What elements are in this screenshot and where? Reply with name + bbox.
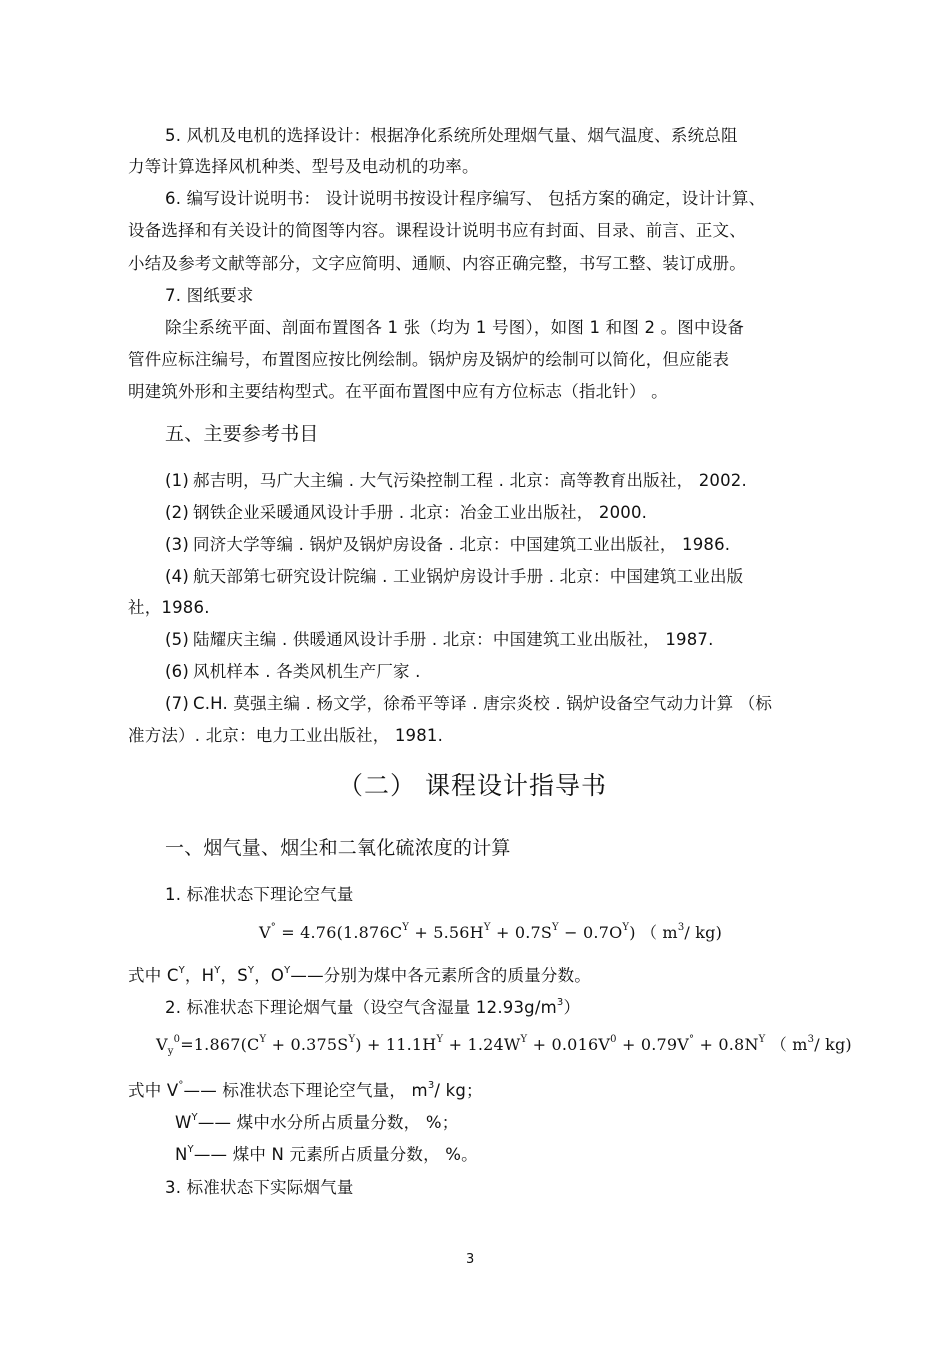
section-heading: 一、烟气量、烟尘和二氧化硫浓度的计算 <box>165 837 511 859</box>
text-line: 管件应标注编号，布置图应按比例绘制。锅炉房及锅炉的绘制可以简化，但应能表 <box>128 350 730 369</box>
text-line: 6. 编写设计说明书： 设计说明书按设计程序编写、 包括方案的确定，设计计算、 <box>165 189 766 208</box>
reference-number: (4) <box>165 567 189 586</box>
formula-sup: ° <box>270 922 276 933</box>
reference-text: 钢铁企业采暖通风设计手册 . 北京：冶金工业出版社， 2000. <box>193 503 648 522</box>
formula-theoretical-flue-gas <box>156 1034 852 1056</box>
formula-term: + 0.375S <box>266 1035 349 1054</box>
page-number: 3 <box>466 1252 475 1267</box>
formula-sup: 3 <box>807 1034 815 1045</box>
formula-sup: 3 <box>427 1080 435 1091</box>
reference-number: (2) <box>165 503 189 522</box>
formula-note <box>175 1112 458 1134</box>
note-text: 式中 V <box>128 1081 179 1100</box>
formula-sup: Y <box>436 1034 444 1045</box>
formula-term: + 0.8N <box>694 1035 759 1054</box>
formula-sup: Y <box>402 922 410 933</box>
reference-text: 风机样本 . 各类风机生产厂家 . <box>193 662 421 681</box>
formula-sup: 3 <box>677 922 685 933</box>
reference-text: C.H. 莫强主编 . 杨文学，徐希平等译 . 唐宗炎校 . 锅炉设备空气动力计算 （标 <box>193 694 773 713</box>
formula-note <box>128 1080 483 1102</box>
formula-sup: Y <box>622 922 630 933</box>
text-line: 7. 图纸要求 <box>165 286 254 305</box>
formula-term: / kg) <box>814 1035 852 1054</box>
note-text: —— 煤中 N 元素所占质量分数， %。 <box>193 1145 478 1164</box>
reference-number: (7) <box>165 694 189 713</box>
formula-sup: ° <box>689 1034 695 1045</box>
formula-sup: Y <box>178 965 185 976</box>
formula-sup: Y <box>348 1034 356 1045</box>
formula-term: + 5.56H <box>409 923 484 942</box>
formula-term: / kg) <box>684 923 723 942</box>
formula-term: ) （ m <box>629 923 678 942</box>
formula-sup: Y <box>552 922 559 933</box>
text-line: 力等计算选择风机种类、型号及电动机的功率。 <box>128 157 479 176</box>
item-text: 2. 标准状态下理论烟气量（设空气含湿量 12.93g/m <box>165 998 557 1017</box>
reference-text: 同济大学等编 . 锅炉及锅炉房设备 . 北京：中国建筑工业出版社， 1986. <box>193 535 731 554</box>
note-text: ，S <box>220 966 248 985</box>
formula-term: + 0.79V <box>616 1035 690 1054</box>
formula-term: （ m <box>765 1035 808 1054</box>
formula-sup: 0 <box>173 1034 181 1045</box>
note-text: / kg； <box>434 1081 483 1100</box>
note-text: ，H <box>184 966 215 985</box>
guide-title: （二） 课程设计指导书 <box>338 771 607 800</box>
formula-term: + 0.7S <box>490 923 553 942</box>
reference-item <box>165 693 772 715</box>
item-heading: 1. 标准状态下理论空气量 <box>165 885 354 904</box>
formula-sup: Y <box>191 1112 198 1123</box>
note-text: ——分别为煤中各元素所含的质量分数。 <box>290 966 592 985</box>
reference-continuation: 社，1986. <box>128 598 210 617</box>
reference-item <box>165 470 747 492</box>
formula-sup: Y <box>284 965 291 976</box>
formula-term: V <box>156 1035 168 1054</box>
reference-number: (6) <box>165 662 189 681</box>
formula-term: + 0.016V <box>527 1035 611 1054</box>
item-heading: 3. 标准状态下实际烟气量 <box>165 1178 354 1197</box>
reference-number: (1) <box>165 471 189 490</box>
note-text: W <box>175 1113 192 1132</box>
item-text: ） <box>563 998 581 1017</box>
note-text: N <box>175 1145 188 1164</box>
formula-sup: Y <box>483 922 491 933</box>
formula-term: + 1.24W <box>443 1035 521 1054</box>
note-text: —— 标准状态下理论空气量， m <box>183 1081 428 1100</box>
formula-sup: Y <box>520 1034 528 1045</box>
formula-sup: Y <box>758 1034 766 1045</box>
reference-continuation: 准方法）. 北京：电力工业出版社， 1981. <box>128 726 444 745</box>
formula-note <box>128 965 591 987</box>
reference-item <box>165 629 714 651</box>
formula-term: = 4.76(1.876C <box>275 923 403 942</box>
item-heading <box>165 997 580 1019</box>
formula-sup: Y <box>187 1144 194 1155</box>
note-text: —— 煤中水分所占质量分数， %； <box>197 1113 459 1132</box>
formula-sub: y <box>167 1046 174 1057</box>
formula-term: − 0.7O <box>558 923 623 942</box>
text-line: 小结及参考文献等部分，文字应简明、通顺、内容正确完整，书写工整、装订成册。 <box>128 254 746 273</box>
reference-text: 航天部第七研究设计院编 . 工业锅炉房设计手册 . 北京：中国建筑工业出版 <box>193 567 744 586</box>
formula-term: V <box>259 923 271 942</box>
reference-number: (3) <box>165 535 189 554</box>
reference-number: (5) <box>165 630 189 649</box>
formula-sup: 3 <box>556 997 564 1008</box>
reference-text: 郝吉明，马广大主编 . 大气污染控制工程 . 北京：高等教育出版社， 2002. <box>193 471 747 490</box>
formula-term: =1.867(C <box>180 1035 260 1054</box>
formula-sup: Y <box>247 965 255 976</box>
text-line: 明建筑外形和主要结构型式。在平面布置图中应有方位标志（指北针） 。 <box>128 382 668 401</box>
formula-sup: Y <box>214 965 221 976</box>
reference-item <box>165 502 647 524</box>
reference-item <box>165 661 421 683</box>
text-line: 设备选择和有关设计的简图等内容。课程设计说明书应有封面、目录、前言、正文、 <box>128 221 746 240</box>
references-heading: 五、主要参考书目 <box>165 423 319 445</box>
text-line: 除尘系统平面、剖面布置图各 1 张（均为 1 号图），如图 1 和图 2 。图中设备 <box>165 318 745 337</box>
reference-text: 陆耀庆主编 . 供暖通风设计手册 . 北京：中国建筑工业出版社， 1987. <box>193 630 714 649</box>
formula-sup: 0 <box>610 1034 617 1045</box>
note-text: 式中 C <box>128 966 179 985</box>
formula-sup: ° <box>178 1080 184 1091</box>
formula-sup: Y <box>259 1034 267 1045</box>
formula-term: ) + 11.1H <box>355 1035 437 1054</box>
text-line: 5. 风机及电机的选择设计：根据净化系统所处理烟气量、烟气温度、系统总阻 <box>165 126 738 145</box>
formula-theoretical-air <box>259 922 722 944</box>
note-text: ，O <box>254 966 285 985</box>
reference-item <box>165 566 743 588</box>
reference-item <box>165 534 730 556</box>
formula-note <box>175 1144 478 1166</box>
